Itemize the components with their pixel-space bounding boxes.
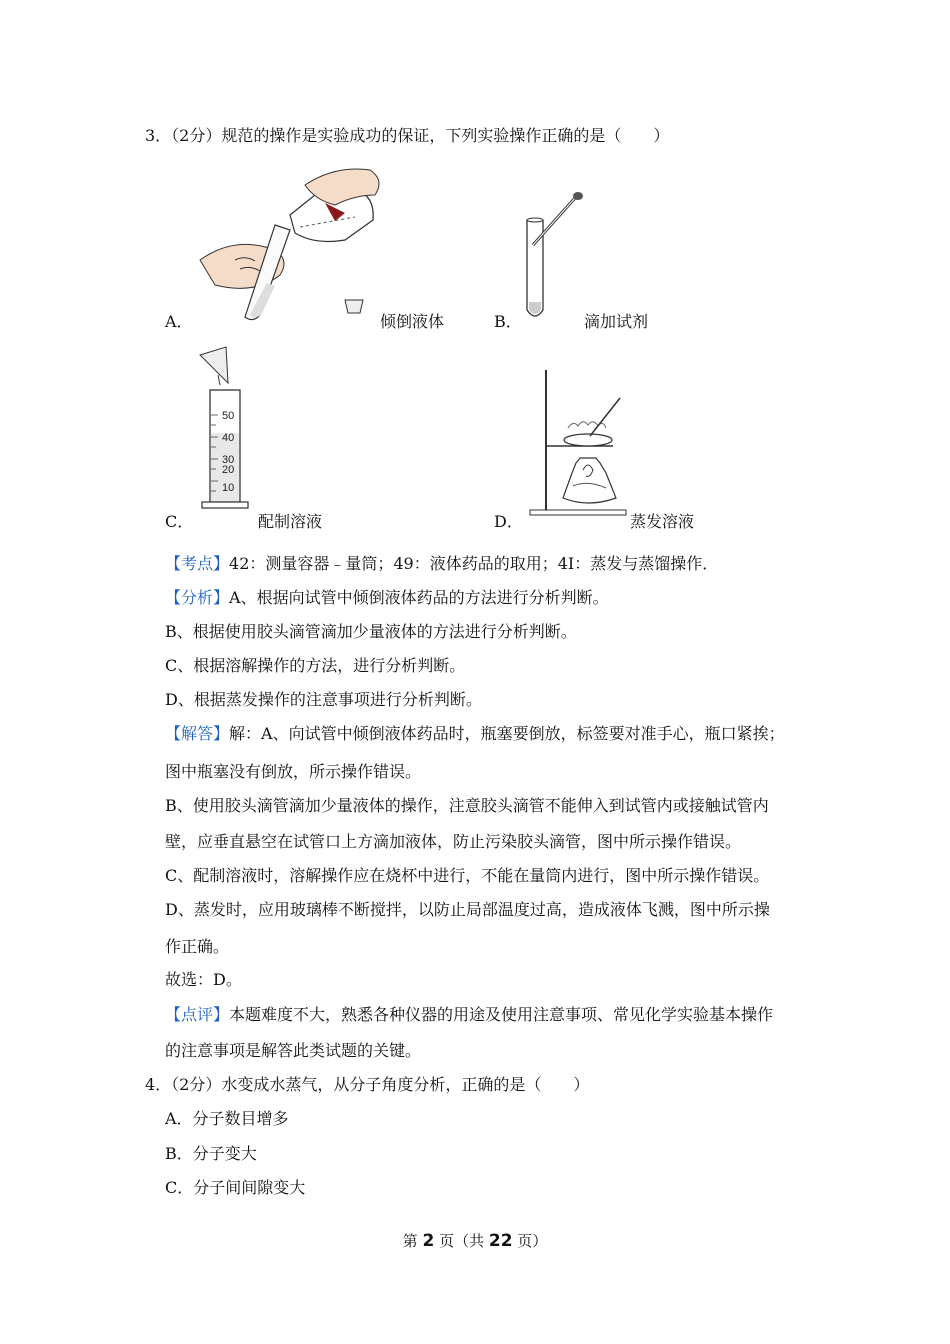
fenxi-tag: 【分析】: [165, 588, 230, 607]
cylinder-mark: 30: [222, 454, 235, 466]
jieda-text: D、蒸发时，应用玻璃棒不断搅拌，以防止局部温度过高，造成液体飞溅，图中所示操: [165, 900, 770, 919]
kaodian-line: [165, 554, 718, 574]
option-d-caption: 蒸发溶液: [630, 512, 695, 531]
option-c-caption: 配制溶液: [258, 512, 323, 531]
dropper-figure: [515, 190, 595, 325]
option-a-caption: 倾倒液体: [380, 312, 445, 331]
cylinder-mark: 20: [222, 464, 235, 476]
cylinder-mark: 10: [222, 482, 235, 494]
evaporation-figure: [528, 368, 633, 518]
footer-suffix: 页）: [517, 1232, 548, 1250]
fenxi-line: [165, 588, 609, 608]
jieda-answer: 故选：D。: [165, 970, 242, 989]
jieda-text: B、使用胶头滴管滴加少量液体的操作，注意胶头滴管不能伸入到试管内或接触试管内: [165, 796, 769, 815]
pouring-liquid-figure: [195, 165, 395, 325]
footer-mid: 页（共: [439, 1232, 485, 1250]
footer-page-number: 2: [422, 1231, 435, 1251]
option-c-letter: C．: [165, 512, 194, 531]
jieda-text: 图中瓶塞没有倒放，所示操作错误。: [165, 762, 422, 781]
option-b-caption: 滴加试剂: [584, 312, 649, 331]
fenxi-text: B、根据使用胶头滴管滴加少量液体的方法进行分析判断。: [165, 622, 577, 641]
fenxi-text: D、根据蒸发操作的注意事项进行分析判断。: [165, 690, 482, 709]
cylinder-mark: 40: [222, 432, 235, 444]
jieda-text: 解：A、向试管中倾倒液体药品时，瓶塞要倒放，标签要对准手心，瓶口紧挨；: [229, 724, 785, 743]
jieda-text: C、配制溶液时，溶解操作应在烧杯中进行，不能在量筒内进行，图中所示操作错误。: [165, 866, 770, 885]
kaodian-text: 42：测量容器﹣量筒；49：液体药品的取用；4I：蒸发与蒸馏操作．: [229, 554, 719, 573]
fenxi-text: C、根据溶解操作的方法，进行分析判断。: [165, 656, 466, 675]
kaodian-tag: 【考点】: [165, 554, 230, 573]
option-a-letter: A．: [165, 312, 193, 331]
graduated-cylinder-figure: [198, 345, 258, 515]
jieda-text: 作正确。: [165, 937, 230, 956]
jieda-line: [165, 724, 785, 744]
page-footer: [0, 1230, 950, 1251]
q4-option-a: A．分子数目增多: [165, 1109, 289, 1128]
jieda-text: 壁，应垂直悬空在试管口上方滴加液体，防止污染胶头滴管，图中所示操作错误。: [165, 832, 742, 851]
footer-prefix: 第: [402, 1232, 418, 1250]
q4-stem: 4．（2分）水变成水蒸气，从分子角度分析，正确的是（ ）: [145, 1075, 590, 1094]
jieda-tag: 【解答】: [165, 724, 230, 743]
option-b-letter: B．: [494, 312, 522, 331]
dianping-text: 本题难度不大，熟悉各种仪器的用途及使用注意事项、常见化学实验基本操作: [229, 1005, 774, 1024]
dianping-line: [165, 1005, 773, 1025]
q4-option-c: C．分子间间隙变大: [165, 1178, 306, 1197]
q3-stem: 3．（2分）规范的操作是实验成功的保证，下列实验操作正确的是（ ）: [145, 126, 670, 145]
dianping-text: 的注意事项是解答此类试题的关键。: [165, 1041, 422, 1060]
option-d-letter: D．: [494, 512, 523, 531]
footer-total-pages: 22: [488, 1231, 513, 1251]
dianping-tag: 【点评】: [165, 1005, 230, 1024]
cylinder-mark: 50: [222, 410, 235, 422]
q4-option-b: B．分子变大: [165, 1144, 257, 1163]
fenxi-text: A、根据向试管中倾倒液体药品的方法进行分析判断。: [229, 588, 609, 607]
